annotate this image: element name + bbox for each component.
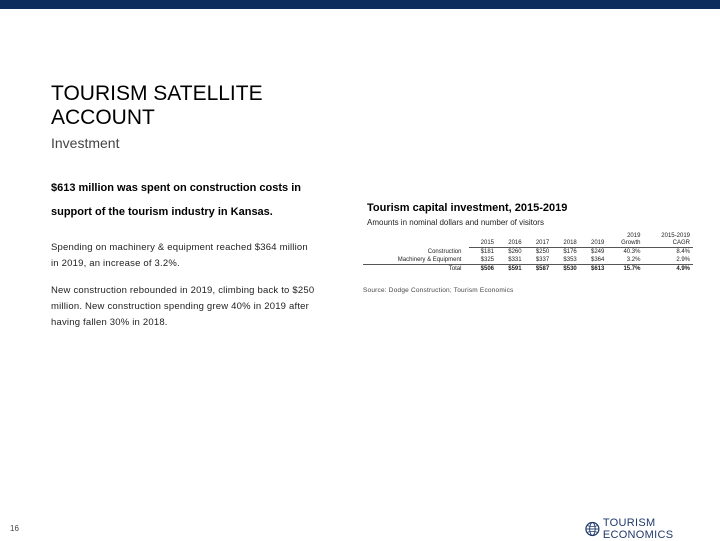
paragraph-machinery: Spending on machinery & equipment reached $364 million in 2019, an increase of 3.2%. [51,242,308,269]
table-cell: $249 [590,249,605,255]
header-cell: 2017 [525,240,553,248]
header-top-cell [469,233,497,240]
header-cell: CAGR [643,240,693,248]
header-cell: 2016 [497,240,525,248]
header-top-cell [497,233,525,240]
table-cell: $260 [508,249,522,255]
table-cell: 2.9% [676,257,690,263]
table-cell: $506 [469,265,497,274]
paragraph-construction: New construction rebounded in 2019, climbing back to $250 million. New construction spending grew 40% in 2019 after having fallen 30% in 2018. [51,285,315,328]
page-title-line1: TOURISM SATELLITE [51,82,263,105]
header-top-cell [363,233,469,240]
table-cell: $337 [535,257,550,263]
table-cell: $587 [525,265,553,274]
logo-text: TOURISM ECONOMICS [602,517,674,541]
page-title [51,82,263,130]
company-logo [585,517,720,541]
header-top-cell: 2015-2019 [661,233,690,239]
table-cell: $331 [508,257,522,263]
table-cell: $250 [535,249,550,255]
table-header-row [363,240,693,248]
lead-text: $613 million was spent on construction costs in support of the tourism industry in Kansas. [51,182,301,218]
header-cell: 2018 [552,240,580,248]
header-cell: Growth [607,240,643,248]
header-cell: 2019 [580,240,608,248]
table-subtitle: Amounts in nominal dollars and number of visitors [367,218,544,227]
top-bar [0,0,720,9]
table-cell: 40.3% [623,249,641,255]
table-cell: $591 [497,265,525,274]
table-cell: $530 [552,265,580,274]
page-subtitle: Investment [51,135,120,151]
row-label: Construction [427,248,462,255]
page-number: 16 [10,524,19,533]
table-header-row-top [363,233,693,240]
table-row-construction [363,248,693,257]
row-label: Total [363,265,469,274]
table-title: Tourism capital investment, 2015-2019 [367,202,568,214]
table-cell: $325 [480,257,495,263]
table-cell: $613 [580,265,608,274]
header-top-cell: 2019 [627,233,641,239]
table-source: Source: Dodge Construction; Tourism Economics [363,287,514,294]
table-cell: 4.9% [643,265,693,274]
table-cell: 3.2% [626,257,641,263]
table-cell: $364 [590,257,605,263]
header-top-cell [552,233,580,240]
table-cell: $353 [563,257,577,263]
header-top-cell [525,233,553,240]
page-title-line2: ACCOUNT [51,106,155,129]
header-cell [363,240,469,248]
header-cell: 2015 [469,240,497,248]
globe-icon [585,521,600,537]
table-cell: $176 [563,249,577,255]
row-label: Machinery & Equipment [397,257,462,263]
header-top-cell [580,233,608,240]
table-cell: $181 [480,249,495,255]
capital-investment-table [363,233,693,273]
table-row-machinery [363,256,693,265]
table-cell: 15.7% [607,265,643,274]
table-row-total [363,265,693,274]
table-cell: 8.4% [676,249,690,255]
